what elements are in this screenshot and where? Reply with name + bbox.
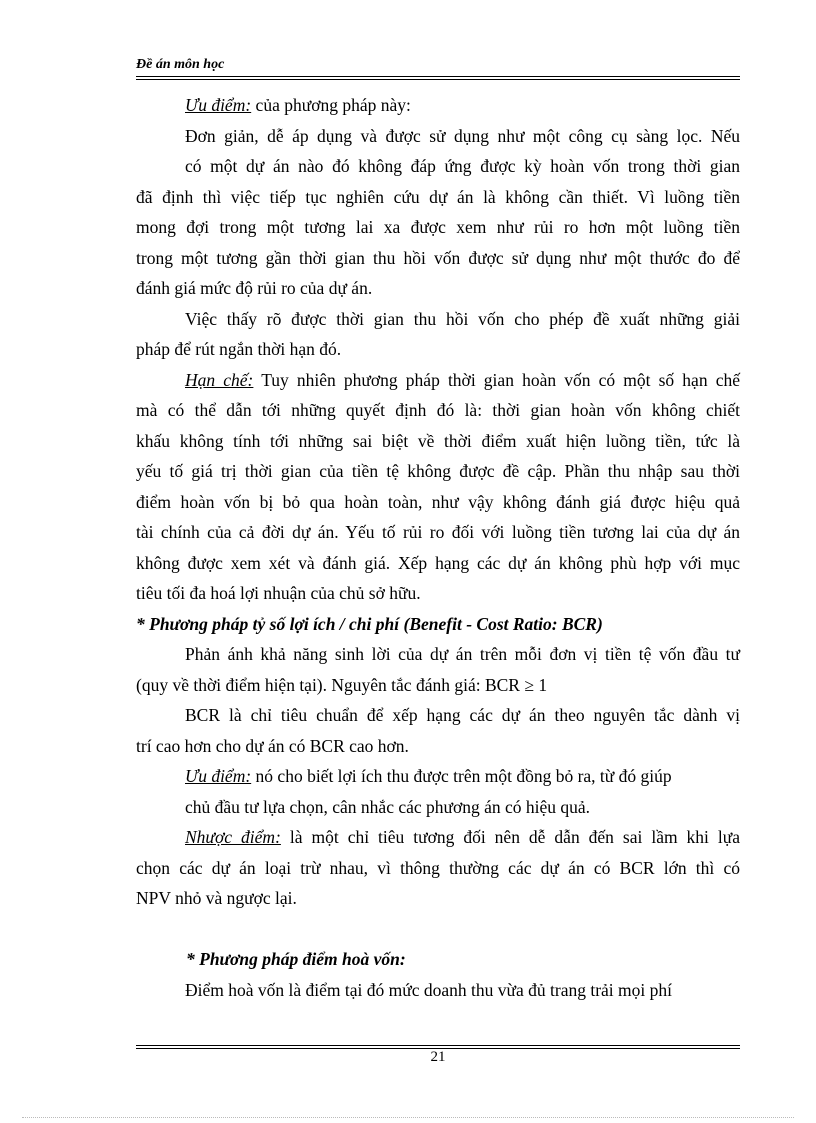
text-line: yếu tố giá trị thời gian của tiền tệ không được đề cập. Phần thu nhập sau thời [136,461,740,481]
spacer [136,914,740,945]
footer-rule-top [136,1045,740,1046]
bcr-disadvantages-text: là một chỉ tiêu tương đối nên dễ dẫn đến sai lầm khi lựa [280,827,740,847]
advantages-intro [136,90,740,121]
paragraph-bcr-disadvantages [136,822,740,914]
text-line: Điểm hoà vốn là điểm tại đó mức doanh thu vừa đủ trang trải mọi phí [185,979,672,1000]
advantages-label: Ưu điểm: [185,95,252,115]
text-line: tiêu tối đa hoá lợi nhuận của chủ sở hữu. [136,583,421,603]
text-line: Phản ánh khả năng sinh lời của dự án trên mỗi đơn vị tiền tệ vốn đầu tư [185,644,740,664]
text-line: trong một tương gần thời gian thu hồi vốn được sử dụng như một thước đo để [136,247,740,268]
text-line: Đơn giản, dễ áp dụng và được sử dụng như một công cụ sàng lọc. Nếu [185,125,740,146]
text-line: mong đợi trong một tương lai xa được xem như rủi ro hơn một luồng tiền [136,217,740,237]
limitations-first-line: Tuy nhiên phương pháp thời gian hoàn vốn có một số hạn chế [253,369,740,390]
text-line: đánh giá mức độ rủi ro của dự án. [136,278,373,298]
paragraph-bcr-ranking [136,700,740,761]
text-line: Việc thấy rõ được thời gian thu hồi vốn cho phép đề xuất những giải [185,308,740,329]
text-line [136,822,740,853]
paragraph-bcr-definition [136,639,740,700]
text-line: BCR là chỉ tiêu chuẩn để xếp hạng các dự án theo nguyên tắc dành vị [185,705,740,725]
text-line [136,365,740,396]
text-line: mà có thể dẫn tới những quyết định đó là: thời gian hoàn vốn không chiết [136,400,740,420]
header-rule-top [136,76,740,77]
bcr-advantages-label: Ưu điểm: [185,766,252,786]
text-line [136,761,740,792]
text-line: không được xem xét và đánh giá. Xếp hạng các dự án không phù hợp với mục [136,552,740,573]
page-number: 21 [430,1049,446,1065]
section-heading-breakeven: * Phương pháp điểm hoà vốn: [186,949,406,969]
text-line: tài chính của cả đời dự án. Yếu tố rủi ro đối với luồng tiền tương lai của dự án [136,522,740,542]
limitations-label: Hạn chế: [185,369,254,390]
bcr-advantages-text: nó cho biết lợi ích thu được trên một đồng bỏ ra, từ đó giúp [251,766,672,786]
text-line: chủ đầu tư lựa chọn, cân nhắc các phương án có hiệu quả. [185,796,591,817]
header-title: Đề án môn học [136,57,225,72]
text-line: (quy về thời điểm hiện tại). Nguyên tắc đánh giá: BCR ≥ 1 [136,674,548,695]
text-line: khấu không tính tới những sai biệt về thời điểm xuất hiện luồng tiền, tức là [136,430,740,451]
document-body [136,90,740,1005]
page-edge-dotted-line [22,1117,794,1118]
text-line: pháp để rút ngắn thời hạn đó. [136,339,342,359]
bcr-disadvantages-label: Nhược điểm: [185,827,281,847]
text-line: chọn các dự án loại trừ nhau, vì thông thường các dự án có BCR lớn thì có [136,857,740,878]
text-line: trí cao hơn cho dự án có BCR cao hơn. [136,735,409,756]
advantages-intro-text: của phương pháp này: [251,95,411,115]
text-line: NPV nhỏ và ngược lại. [136,888,297,908]
header-rule-bottom [136,79,740,80]
paragraph-simplicity [136,121,740,304]
section-heading-bcr: * Phương pháp tỷ số lợi ích / chi phí (Benefit - Cost Ratio: BCR) [136,613,603,634]
text-line: đã định thì việc tiếp tục nghiên cứu dự án là không cần thiết. Vì luồng tiền [136,186,740,207]
paragraph-payback-awareness [136,304,740,365]
paragraph-limitations [136,365,740,609]
text-line: có một dự án nào đó không đáp ứng được kỳ hoàn vốn trong thời gian [185,156,740,176]
text-line: điểm hoàn vốn bị bỏ qua hoàn toàn, như vậy không đánh giá được hiệu quả [136,491,740,512]
paragraph-bcr-advantages [136,761,740,822]
